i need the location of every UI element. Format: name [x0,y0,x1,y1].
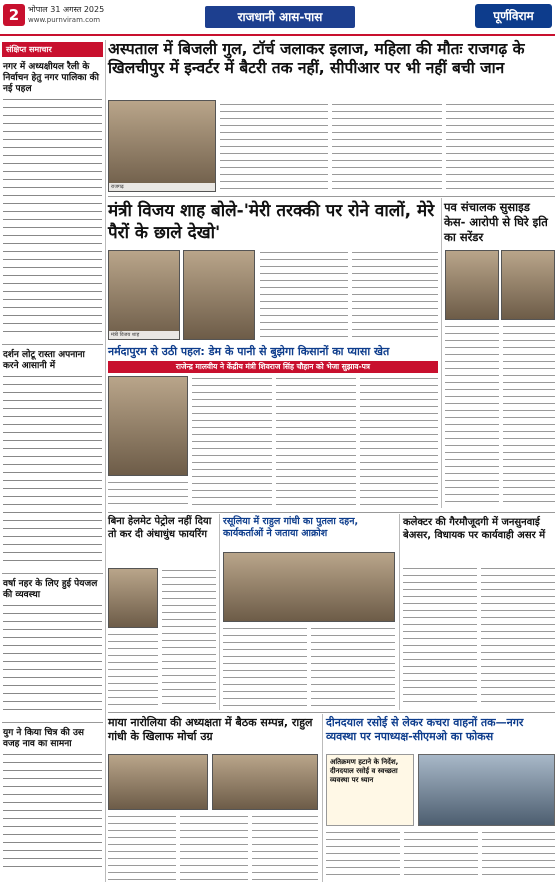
inset-box [326,754,414,826]
sidebar-body-col2 [503,324,555,508]
minister-headline: मंत्री विजय शाह बोले-'मेरी तरक्की पर रोने वालों, मेरे पैरों के छाले देखो' [108,201,435,243]
dateline: भोपाल 31 अगस्त 2025 [28,5,105,14]
meeting-body-col2 [180,814,248,880]
sidebar-headline: पव संचालक सुसाइड केस- आरोपी से घिरे इति का सरेंडर [444,200,548,244]
narmada-subhead: राजेन्द्र मालवीय ने केंद्रीय मंत्री शिवराज सिंह चौहान को भेजा सुझाव-पत्र [108,361,438,373]
left-story-title: नगर में अध्यक्षीयल रैली के निर्वाचन हेतु नगर पालिका की नई पहल [3,62,99,94]
divider [399,514,400,710]
left-story-body [0,604,105,719]
meeting-body-col1 [108,814,176,880]
masthead [0,0,555,36]
left-story-title: वर्षा नहर के लिए हुई पेयजल की व्यवस्था [3,579,98,600]
minister-photo [108,250,180,340]
lead-body-col2 [332,102,442,190]
helmet-body-col0 [108,632,158,708]
victim-photo [501,250,555,320]
kitchen-body-col3 [482,830,555,880]
left-story-body [0,98,105,341]
effigy-headline: रसूलिया में राहुल गांधी का पुतला दहन, कार्यकर्ताओं ने जताया आक्रोश [223,516,359,539]
lead-body-col3 [446,102,554,190]
brand-logo: पूर्णविराम [475,4,552,28]
sidebar-body-col1 [445,324,499,508]
divider [219,514,220,710]
helmet-body-col1 [162,568,216,708]
divider [108,712,555,713]
minister-body-col1 [260,250,348,340]
divider [322,714,323,882]
main-area [108,40,555,882]
helmet-headline: बिना हेलमेट पेट्रोल नहीं दिया तो कर दी अंधाधुंध फायरिंग [108,516,212,540]
lead-headline: अस्पताल में बिजली गुल, टॉर्च जलाकर इलाज, महिला की मौतः राजगढ़ के खिलचीपुर में इन्वर्टर में बैटरी तक नहीं, सीपीआर पर भी नहीं बची जान [108,40,525,77]
hearing-body-col2 [481,566,555,708]
kitchen-body-col2 [404,830,478,880]
kitchen-headline: दीनदयाल रसोई से लेकर कचरा वाहनों तक—नगर व्यवस्था पर नपाध्यक्ष-सीएमओ का फोकस [326,716,524,743]
helmet-photo [108,568,158,628]
photo-caption: राजगढ़ [109,183,215,191]
narmada-headline: नर्मदापुरम से उठी पहल: डेम के पानी से बुझेगा किसानों का प्यासा खेत [108,345,390,358]
left-story-body [0,375,105,570]
divider [2,344,103,345]
meeting-photo-2 [212,754,318,810]
effigy-photo [223,552,395,622]
divider [108,512,555,513]
lead-body-col1 [220,102,328,190]
photo-caption: मंत्री विजय शाह [109,331,179,339]
meeting-photo [108,754,208,810]
section-title: राजधानी आस-पास [205,6,355,28]
kitchen-body-col1 [326,830,400,880]
site-url[interactable]: www.purnviram.com [28,16,101,24]
inset-box-title: अतिक्रमण हटाने के निर्देश, दीनदयाल रसोई व स्वच्छता व्यवस्था पर ध्यान [330,758,399,784]
narmada-photo [108,376,188,476]
divider [2,573,103,574]
minister-body-col2 [352,250,438,340]
hearing-body-col1 [403,566,477,708]
effigy-body-col1 [223,626,307,708]
left-story-body [0,753,105,876]
narmada-body-col3 [360,376,438,506]
left-story-title: दर्शन लोटू रास्ता अपनाना करने आसानी में [3,350,85,371]
meeting-headline: माया नारोलिया की अध्यक्षता में बैठक सम्पन्न, राहुल गांधी के खिलाफ मोर्चा उग्र [108,716,313,743]
narmada-body-col2 [276,376,356,506]
left-column-label: संक्षिप्त समाचार [2,42,103,57]
page-number: 2 [3,4,25,26]
left-story-title: युग ने किया चित्र की उस वजह नाव का सामना [3,728,85,749]
narmada-body-col1 [192,376,272,506]
divider [2,722,103,723]
kitchen-photo [418,754,555,826]
lead-photo [108,100,216,192]
narmada-body-col0 [108,480,188,508]
effigy-body-col2 [311,626,395,708]
minister-photo-2 [183,250,255,340]
meeting-body-col3 [252,814,318,880]
divider [108,196,555,197]
left-column [0,40,106,882]
hearing-headline: कलेक्टर की गैरमौजूदगी में जनसुनवाई बेअसर, विधायक पर कार्यवाही असर में [403,517,546,541]
accused-photo [445,250,499,320]
divider [441,198,442,508]
